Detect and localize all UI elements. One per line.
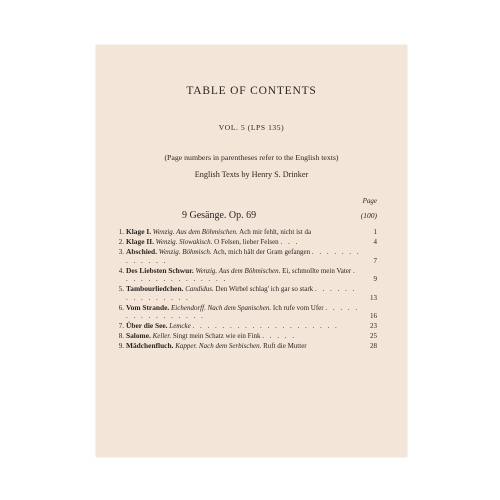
page-column-label: Page xyxy=(362,197,377,205)
book-page xyxy=(96,45,407,457)
contents-list xyxy=(114,228,377,352)
song-source: Wenzig. Böhmisch. xyxy=(158,247,212,256)
list-item xyxy=(114,342,377,351)
song-source: Kapper. Nach dem Serbischen. xyxy=(175,342,262,351)
leader-dots: . . . . . . . . . . . . . . . xyxy=(126,285,357,302)
song-incipit: O Felsen, lieber Felsen xyxy=(214,237,279,246)
song-incipit: Ach, mich hält der Gram gefangen xyxy=(212,247,311,256)
entry-page: 1 xyxy=(373,228,377,236)
song-incipit: Ruft die Mutter xyxy=(263,342,307,351)
song-incipit: Ich rufe vom Ufer xyxy=(272,303,324,312)
song-incipit: Den Wirbel schlag' ich gar so stark xyxy=(215,285,314,294)
section-page: (100) xyxy=(360,211,377,220)
song-source: Candidus. xyxy=(185,285,214,294)
entry-body xyxy=(126,332,377,341)
leader-dots: . . . . . . . . . . . . . xyxy=(126,247,361,265)
page-number-note: (Page numbers in parentheses refer to the English texts) xyxy=(164,153,339,162)
entry-page: 13 xyxy=(370,293,377,302)
song-title: Klage I. xyxy=(126,227,152,236)
entry-number: 9. xyxy=(118,342,124,351)
song-source: Wenzig. Aus dem Böhmischen. xyxy=(195,266,281,275)
entry-number: 5. xyxy=(118,285,124,294)
entry-body xyxy=(126,285,377,302)
song-title: Über die See. xyxy=(126,321,168,331)
volume-label: VOL. 5 (LPS 135) xyxy=(218,123,285,132)
section-heading xyxy=(182,210,377,221)
song-incipit: Singt mein Schatz wie ein Fink xyxy=(172,332,261,341)
song-incipit: Ach mir fehlt, nicht ist da xyxy=(239,228,312,236)
entry-body xyxy=(126,322,377,331)
leader-dots: . . . . . . . . . . . . . . . xyxy=(126,266,357,284)
leader-dots: . . . . . xyxy=(262,332,297,341)
song-title: Des Liebsten Schwur. xyxy=(126,265,194,275)
entry-page: 4 xyxy=(373,237,377,246)
page-title: TABLE OF CONTENTS xyxy=(186,85,317,97)
song-title: Vom Strande. xyxy=(126,302,170,312)
entry-number: 7. xyxy=(118,322,124,331)
entry-page: 28 xyxy=(370,342,377,351)
entry-body xyxy=(126,304,377,321)
entry-number: 3. xyxy=(118,247,124,256)
entry-number: 2. xyxy=(118,237,124,246)
song-source: Wenzig. Slowakisch. xyxy=(155,237,213,246)
list-item xyxy=(114,228,377,237)
entry-body xyxy=(126,342,377,351)
leader-dots: . . . . . . . . . . . . . . . . . . . . xyxy=(192,322,339,331)
song-title: Klage II. xyxy=(126,236,154,246)
leader-dots: . . . . . . . . . . . . . . . . xyxy=(126,303,360,321)
entry-page: 25 xyxy=(370,332,377,341)
leader-dots: . . . xyxy=(280,237,300,246)
song-source: Lemcke xyxy=(169,322,191,331)
translator-credit: English Texts by Henry S. Drinker xyxy=(194,170,309,179)
song-source: Keller. xyxy=(152,332,172,341)
song-source: Wenzig. Aus dem Böhmischen. xyxy=(152,228,238,236)
list-item xyxy=(114,332,377,341)
entry-number: 8. xyxy=(118,332,124,341)
song-title: Abschied. xyxy=(126,246,158,256)
entry-number: 1. xyxy=(118,228,124,236)
entry-number: 4. xyxy=(118,266,124,275)
song-title: Salome. xyxy=(126,331,151,341)
song-title: Tambourliedchen. xyxy=(126,284,184,294)
song-source: Eichendorff. Nach dem Spanischen. xyxy=(171,303,272,312)
section-title: 9 Gesänge. Op. 69 xyxy=(182,210,257,221)
song-title: Mädchenfluch. xyxy=(126,341,174,351)
list-item xyxy=(114,322,377,331)
entry-page: 9 xyxy=(373,275,377,284)
entry-page: 7 xyxy=(373,256,377,265)
list-item xyxy=(114,238,377,247)
entry-body xyxy=(126,248,377,265)
entry-page: 16 xyxy=(370,312,377,321)
list-item xyxy=(114,267,377,284)
entry-body xyxy=(126,228,377,237)
list-item xyxy=(114,285,377,302)
song-incipit: Ei, schmollte mein Vater xyxy=(282,266,352,275)
list-item xyxy=(114,248,377,265)
entry-body xyxy=(126,267,377,284)
entry-number: 6. xyxy=(118,303,124,312)
entry-body xyxy=(126,238,377,247)
entry-page: 23 xyxy=(370,322,377,331)
list-item xyxy=(114,304,377,321)
